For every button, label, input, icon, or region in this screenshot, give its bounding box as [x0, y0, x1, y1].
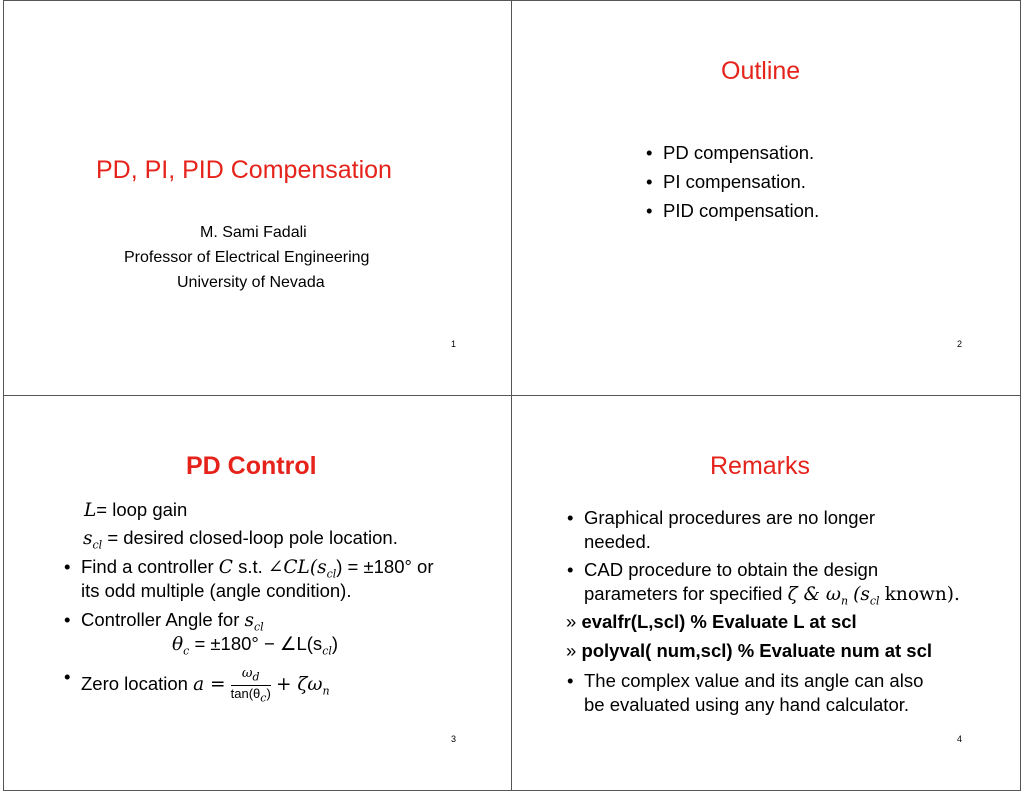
omega-d: ω: [241, 666, 253, 681]
controller-angle-text: Controller Angle for: [81, 609, 240, 630]
calculator-line2: be evaluated using any hand calculator.: [584, 694, 910, 715]
tan-theta: tan(θ: [230, 685, 261, 701]
slide4-title: Remarks: [710, 452, 811, 480]
zero-fraction: $\frac{\omega_d}{\tan(\theta_c)}$: [230, 666, 271, 705]
slide1-position: Professor of Electrical Engineering: [124, 249, 370, 266]
calculator-bullet: • The complex value and its angle can also: [584, 669, 923, 693]
angle-condition-line: its odd multiple (angle condition).: [81, 580, 352, 601]
controller-bullet: • Find a controller C s.t. $\angle CL(s_{cl}) = \pm 180^\circ$ or: [81, 555, 434, 587]
angle-eq: ∠CL(s: [267, 557, 327, 578]
slide2-page-number: 2: [957, 339, 963, 349]
loop-gain-symbol: L: [84, 500, 97, 521]
cad-bullet: • CAD procedure to obtain the design: [584, 558, 878, 582]
slide1-institution: University of Nevada: [177, 274, 325, 291]
loop-gain-text: = loop gain: [96, 499, 188, 520]
zeta-omega-n: ζ & ω: [787, 584, 841, 605]
horizontal-divider: [3, 395, 1021, 396]
zero-a-eq: a =: [193, 673, 226, 695]
code-line-1: » evalfr(L,scl) % Evaluate L at scl: [566, 611, 857, 632]
scl-paren: (s: [853, 584, 870, 605]
slide1-author: M. Sami Fadali: [200, 224, 307, 241]
angle-eq-tail: ) = ±180° or: [336, 556, 434, 577]
polyval-command: polyval( num,scl) % Evaluate num at scl: [581, 640, 933, 661]
code-line-2: » polyval( num,scl) % Evaluate num at scl: [566, 640, 933, 661]
cad-line2: parameters for specified ζ & $\omega_n$ ($s_{cl}$ known).: [584, 583, 960, 608]
graphical-bullet: • Graphical procedures are no longer: [584, 506, 875, 530]
zero-location-text: Zero location: [81, 672, 188, 694]
controller-angle-equation: $\theta_c = \pm 180^\circ$ − $\angle L(s_{cl})$: [172, 633, 339, 658]
pole-location-line: $s_{cl}$ = desired closed-loop pole location.: [83, 527, 398, 552]
outline-item-1: • PD compensation.: [663, 141, 814, 165]
outline-item-2: • PI compensation.: [663, 170, 806, 194]
slide3-page-number: 3: [451, 734, 457, 744]
slide1-title: PD, PI, PID Compensation: [96, 156, 392, 184]
outline-item-3: • PID compensation.: [663, 199, 819, 223]
evalfr-command: evalfr(L,scl) % Evaluate L at scl: [581, 611, 857, 632]
zero-location-bullet: • Zero location a = $\frac{\omega_d}{\tan(\theta_c)}$ + $\zeta\omega_n$: [81, 665, 330, 705]
theta-symbol: θ: [172, 634, 184, 655]
graphical-line2: needed.: [584, 531, 651, 552]
slide1-page-number: 1: [451, 339, 457, 349]
slide2-title: Outline: [721, 57, 801, 85]
theta-eq-rhs: = ±180° − ∠L(s: [194, 633, 323, 654]
cad-params-text: parameters for specified: [584, 583, 783, 604]
slide4-page-number: 4: [957, 734, 963, 744]
known-text: known).: [884, 584, 960, 605]
zeta-omega: + ζω: [275, 673, 323, 695]
pole-location-text: = desired closed-loop pole location.: [107, 527, 398, 548]
controller-st: s.t.: [238, 556, 263, 577]
controller-text: Find a controller: [81, 556, 214, 577]
slide3-title: PD Control: [186, 452, 317, 480]
controller-angle-bullet: • Controller Angle for $s_{cl}$: [81, 608, 264, 640]
